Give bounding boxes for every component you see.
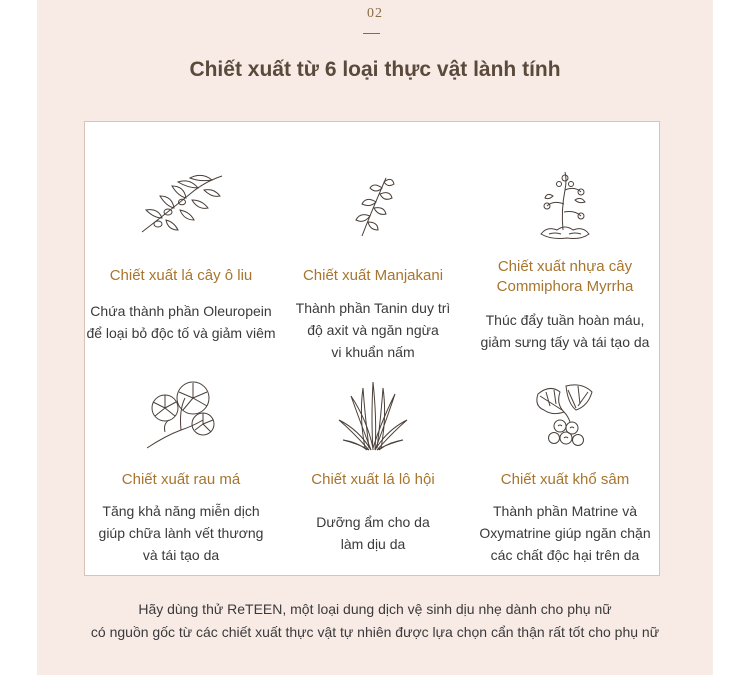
ingredient-manjakani [277,122,469,362]
manjakani-leaf-icon [348,174,398,238]
step-number: 02 [367,6,383,21]
ingredient-myrrh [469,122,661,362]
ingredient-centella [85,362,277,577]
sophora-root-icon [530,382,600,448]
ingredient-name: Chiết xuất rau má [121,471,241,488]
ingredient-description: Tăng khả năng miễn dịch giúp chữa lành vết thương và tái tạo da [98,503,264,563]
ingredient-description: Thành phần Matrine và Oxymatrine giúp ngăn chặn các chất độc hại trên da [479,503,651,563]
ingredient-name: Chiết xuất lá lô hội [311,471,435,488]
centella-leaf-icon [141,380,221,452]
ingredients-card [84,121,660,576]
ingredient-olive [85,122,277,362]
step-divider [363,33,380,34]
footer-text [37,598,713,644]
aloe-vera-icon [337,380,409,452]
ingredient-description: Thúc đẩy tuần hoàn máu, giảm sưng tấy và tái tạo da [480,312,650,350]
footer-line: Hãy dùng thử ReTEEN, một loại dung dịch vệ sinh dịu nhẹ dành cho phụ nữ [138,601,612,617]
ingredient-name: Chiết xuất khổ sâm [500,471,630,488]
ingredient-name: Chiết xuất lá cây ô liu [109,267,253,284]
ingredient-description: Thành phần Tanin duy trì độ axit và ngăn ngừa vi khuẩn nấm [295,300,451,360]
ingredient-name: Chiết xuất nhựa cây Commiphora Myrrha [496,258,634,295]
ingredient-sophora [469,362,661,577]
ingredient-aloe [277,362,469,577]
ingredients-section [37,0,713,675]
section-title: Chiết xuất từ 6 loại thực vật lành tính [189,58,561,81]
olive-branch-icon [138,172,224,236]
myrrh-plant-icon [537,170,593,242]
ingredient-name: Chiết xuất Manjakani [302,267,444,284]
footer-line: có nguồn gốc từ các chiết xuất thực vật tự nhiên được lựa chọn cẩn thận rất tốt cho phụ nữ [90,624,660,640]
ingredient-description: Dưỡng ẩm cho da làm dịu da [316,514,430,552]
ingredient-description: Chứa thành phần Oleuropein để loại bỏ độc tố và giảm viêm [86,303,276,341]
